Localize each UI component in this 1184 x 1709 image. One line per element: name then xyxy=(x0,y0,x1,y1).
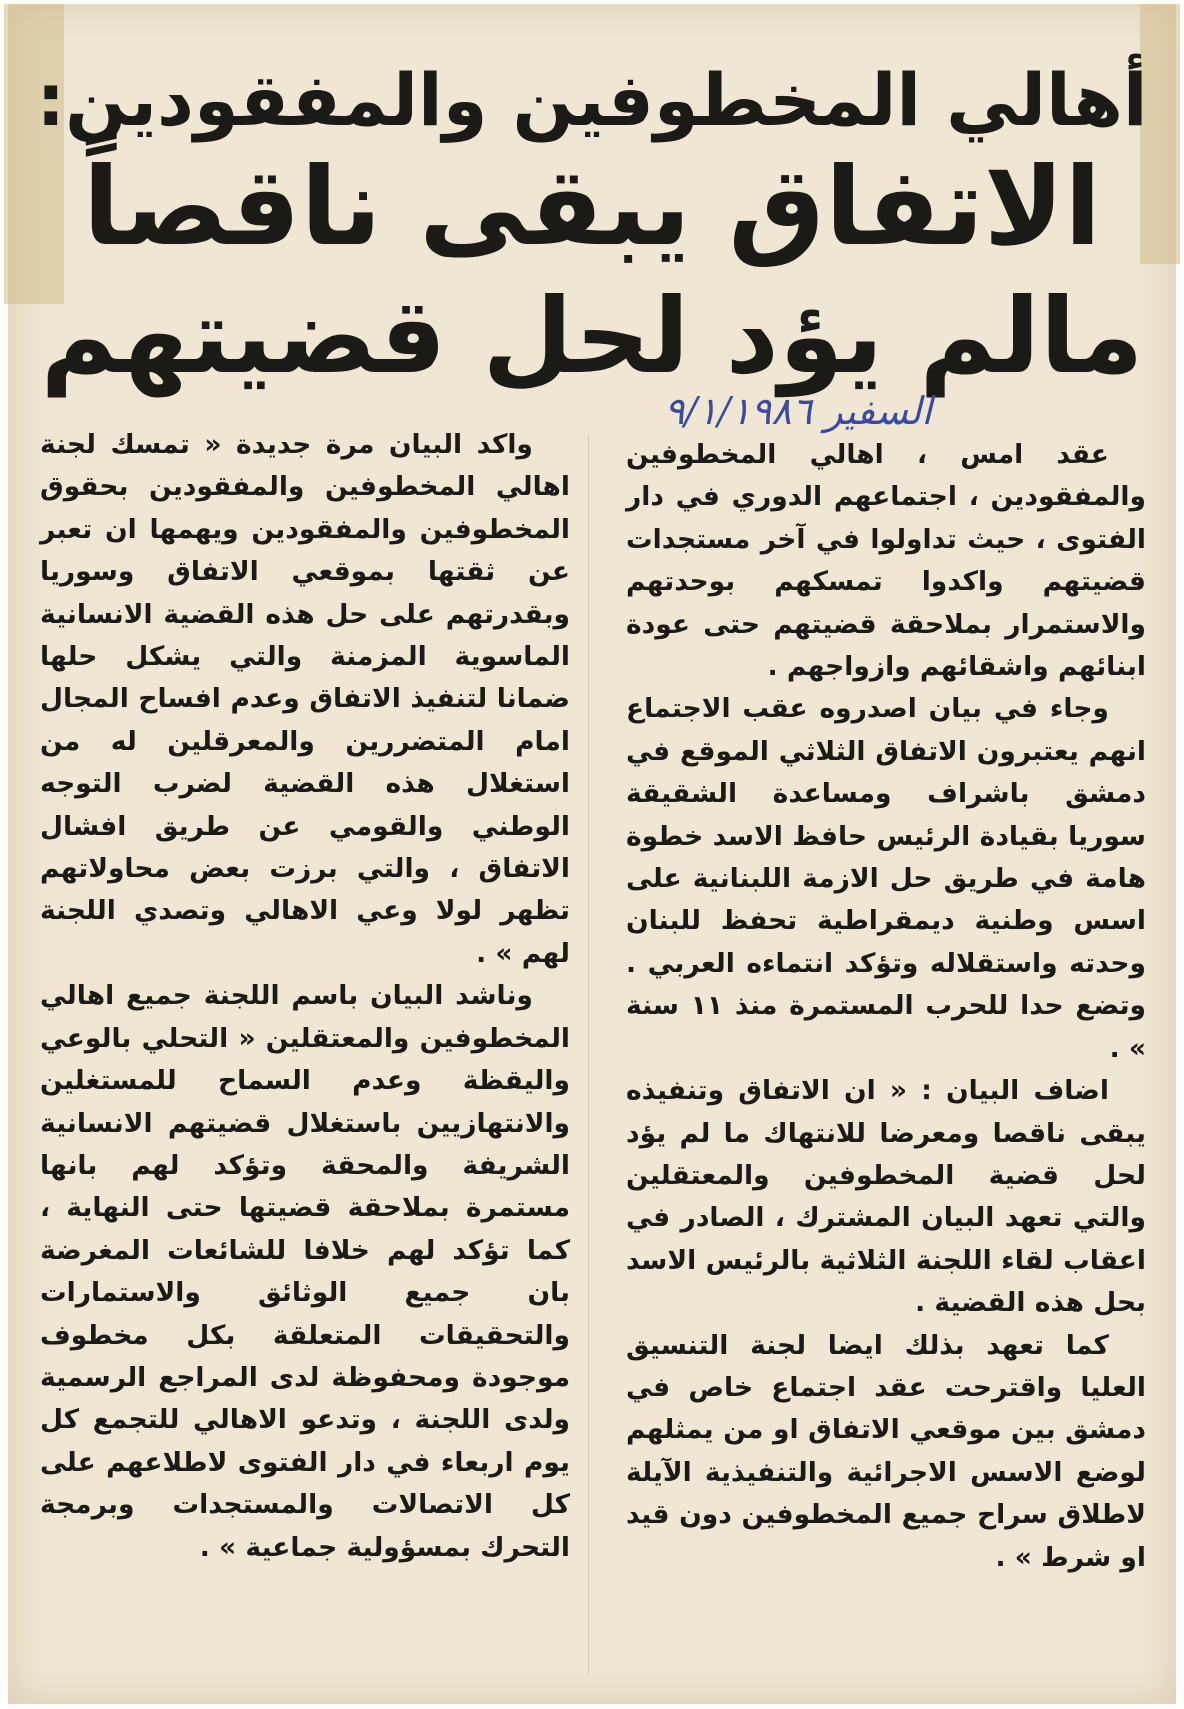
headline-line-3: مالم يؤد لحل قضيتهم xyxy=(40,275,1144,397)
paragraph: كما تعهد بذلك ايضا لجنة التنسيق العليا واقترحت عقد اجتماع خاص في دمشق بين موقعي الاتفاق او من يمثلهم لوضع الاسس الاجرائية والتنفيذية الآيلة لاطلاق سراح جميع المخطوفين دون قيد او شرط » . xyxy=(626,1329,1146,1573)
paragraph: اضاف البيان : « ان الاتفاق وتنفيذه يبقى ناقصا ومعرضا للانتهاك ما لم يؤد لحل قضية المخطوفين والمعتقلين والتي تعهد البيان المشترك ، الصادر في اعقاب لقاء اللجنة الثلاثية بالرئيس الاسد بحل هذه القضية . xyxy=(626,1075,1146,1319)
article-column-right xyxy=(626,434,1146,1579)
column-divider xyxy=(588,434,589,1674)
headline-line-1: أهالي المخطوفين والمفقودين: xyxy=(36,58,1148,142)
article-column-left xyxy=(40,424,570,1569)
paragraph: وناشد البيان باسم اللجنة جميع اهالي المخطوفين والمعتقلين « التحلي بالوعي واليقظة وعدم السماح للمستغلين والانتهازيين باستغلال قضيتهم الانسانية الشريفة والمحقة وتؤكد لهم بانها مستمرة بملاحقة قضيتها حتى النهاية ، كما تؤكد لهم خلافا للشائعات المغرضة بان جميع الوثائق والاستمارات والتحقيقات المتعلقة بكل مخطوف موجودة ومحفوظة لدى المراجع الرسمية ولدى اللجنة ، وتدعو الاهالي للتجمع كل يوم اربعاء في دار الفتوى لاطلاعهم على كل الاتصالات والمستجدات وبرمجة التحرك بمسؤولية جماعية » . xyxy=(40,980,570,1563)
paragraph: عقد امس ، اهالي المخطوفين والمفقودين ، اجتماعهم الدوري في دار الفتوى ، حيث تداولوا في آخر مستجدات قضيتهم واكدوا تمسكهم بوحدتهم والاستمرار بملاحقة قضيتهم حتى عودة ابنائهم واشقائهم وازواجهم . xyxy=(626,439,1146,683)
paragraph: وجاء في بيان اصدروه عقب الاجتماع انهم يعتبرون الاتفاق الثلاثي الموقع في دمشق باشراف ومساعدة الشقيقة سوريا بقيادة الرئيس حافظ الاسد خطوة هامة في طريق حل الازمة اللبنانية على اسس وطنية ديمقراطية تحفظ للبنان وحدته واستقلاله وتؤكد انتماءه العربي . وتضع حدا للحرب المستمرة منذ ١١ سنة » . xyxy=(626,693,1146,1064)
newspaper-clipping xyxy=(8,4,1176,1704)
handwritten-source-date: السفير ٩/١/١٩٨٦ xyxy=(664,389,932,433)
paragraph: واكد البيان مرة جديدة « تمسك لجنة اهالي المخطوفين والمفقودين بحقوق المخطوفين والمفقودين ويهمها ان تعبر عن ثقتها بموقعي الاتفاق وسوريا وبقدرتهم على حل هذه القضية الانسانية الماسوية المزمنة والتي يشكل حلها ضمانا لتنفيذ الاتفاق وعدم افساح المجال امام المتضررين والمعرقلين له من استغلال هذه القضية لضرب التوجه الوطني والقومي عن طريق افشال الاتفاق ، والتي برزت بعض محاولاتهم تظهر لولا وعي الاهالي وتصدي اللجنة لهم » . xyxy=(40,429,570,969)
headline-line-2: الاتفاق يبقى ناقصاً xyxy=(82,145,1102,270)
